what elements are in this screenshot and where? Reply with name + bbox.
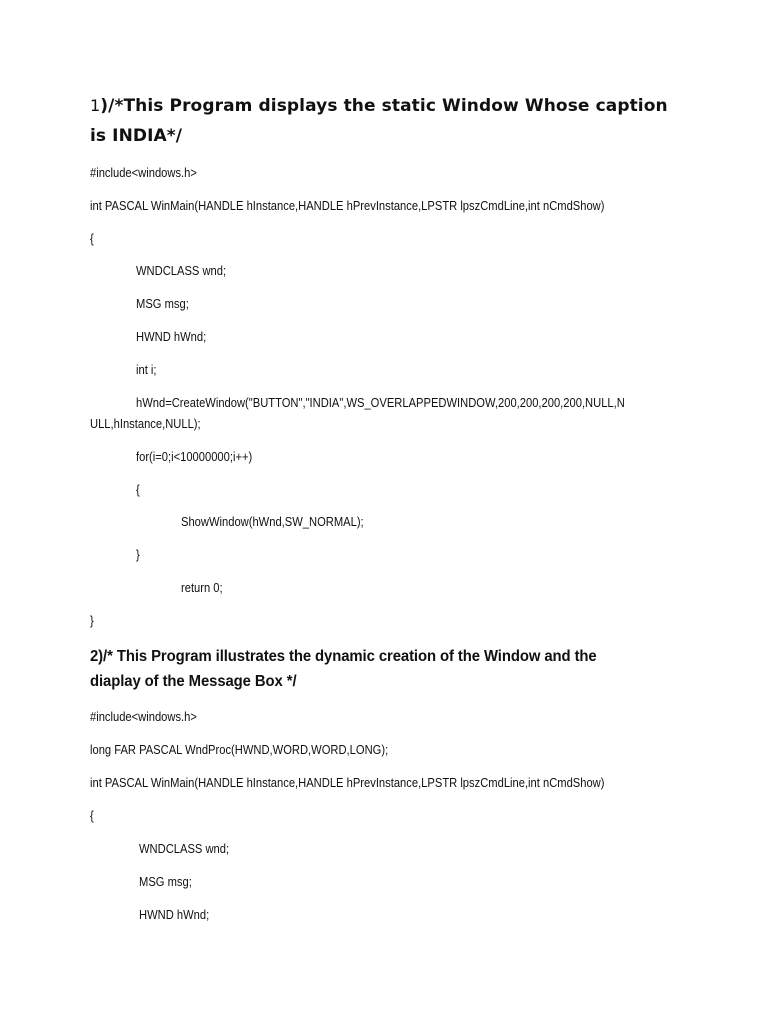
code-line: } <box>136 547 140 562</box>
code-line: int PASCAL WinMain(HANDLE hInstance,HANDLE hPrevInstance,LPSTR lpszCmdLine,int nCmdShow) <box>90 775 605 790</box>
code-line: WNDCLASS wnd; <box>136 263 227 278</box>
code-line: } <box>90 613 94 628</box>
code-line: HWND hWnd; <box>136 329 207 344</box>
code-line: int PASCAL WinMain(HANDLE hInstance,HANDLE hPrevInstance,LPSTR lpszCmdLine,int nCmdShow) <box>90 198 605 213</box>
code-line: for(i=0;i<10000000;i++) <box>136 449 253 464</box>
code-line: { <box>90 808 94 823</box>
code-line: #include<windows.h> <box>90 709 197 724</box>
program2-heading-line2: diaplay of the Message Box */ <box>90 673 297 690</box>
program1-heading-line2: is INDIA*/ <box>90 126 183 146</box>
program1-heading <box>90 91 690 151</box>
code-line: ULL,hInstance,NULL); <box>90 416 201 431</box>
code-line: hWnd=CreateWindow("BUTTON","INDIA",WS_OVERLAPPEDWINDOW,200,200,200,200,NULL,N <box>136 395 625 410</box>
program2-heading-line1: 2)/* This Program illustrates the dynamic creation of the Window and the <box>90 648 597 665</box>
program1-number: 1 <box>90 96 101 115</box>
program1-heading-line1: )/*This Program displays the static Window Whose caption <box>100 96 668 116</box>
program2-heading <box>90 644 685 694</box>
code-line: { <box>136 482 140 497</box>
code-line: #include<windows.h> <box>90 165 197 180</box>
code-line: MSG msg; <box>136 296 189 311</box>
code-line: int i; <box>136 362 157 377</box>
code-line: return 0; <box>181 580 223 595</box>
code-line: { <box>90 231 94 246</box>
code-line: WNDCLASS wnd; <box>139 841 230 856</box>
code-line: ShowWindow(hWnd,SW_NORMAL); <box>181 514 364 529</box>
code-line: long FAR PASCAL WndProc(HWND,WORD,WORD,LONG); <box>90 742 389 757</box>
code-line: MSG msg; <box>139 874 192 889</box>
code-line: HWND hWnd; <box>139 907 210 922</box>
